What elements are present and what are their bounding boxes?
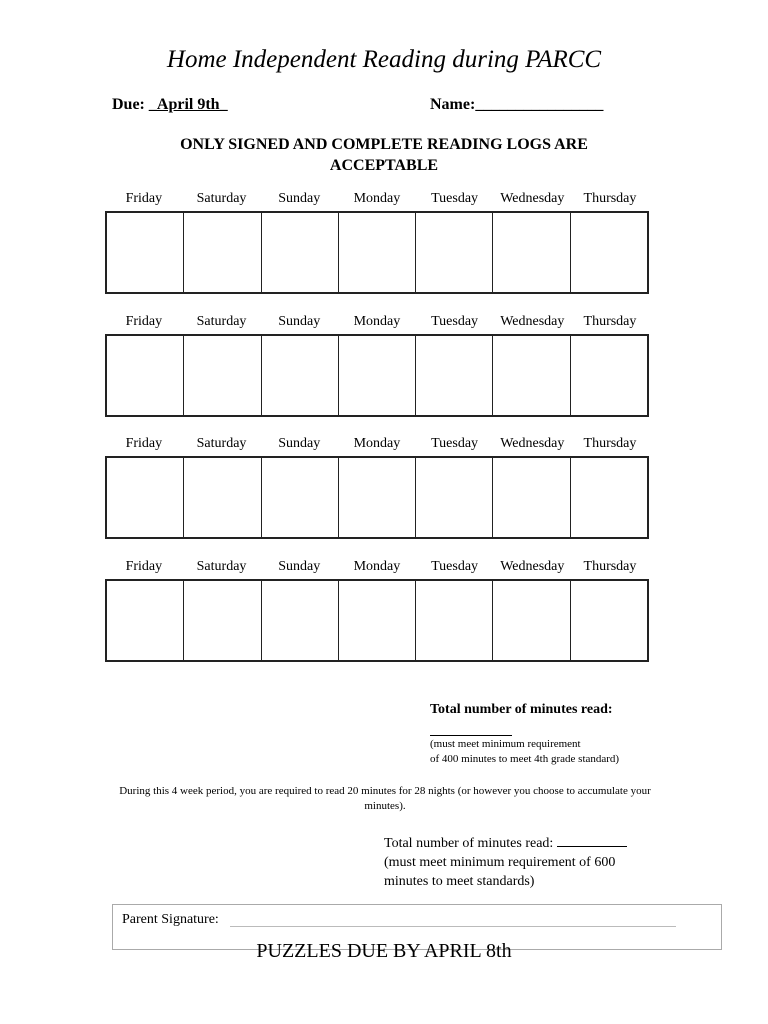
due-value: _April 9th_ [148, 96, 228, 113]
day-label: Sunday [278, 559, 321, 574]
day-headers [105, 559, 649, 579]
day-label: Thursday [583, 314, 637, 329]
day-label: Sunday [278, 314, 321, 329]
day-cells [105, 334, 649, 417]
day-cell[interactable] [339, 458, 416, 537]
week-row [105, 436, 649, 539]
requirement-2-line-1: (must meet minimum requirement of 600 [384, 855, 616, 870]
requirement-line-1: (must meet minimum requirement [430, 738, 581, 750]
day-label: Tuesday [431, 559, 479, 574]
day-cell[interactable] [416, 336, 493, 415]
day-cell[interactable] [107, 213, 184, 292]
day-cell[interactable] [184, 213, 261, 292]
day-cell[interactable] [262, 581, 339, 660]
day-cell[interactable] [416, 581, 493, 660]
day-headers [105, 191, 649, 211]
day-cell[interactable] [339, 213, 416, 292]
total-minutes-label: Total number of minutes read: [430, 702, 613, 717]
day-label: Tuesday [431, 314, 479, 329]
day-label: Saturday [196, 191, 247, 206]
day-cell[interactable] [571, 213, 647, 292]
day-cell[interactable] [339, 336, 416, 415]
day-cell[interactable] [416, 458, 493, 537]
day-cell[interactable] [571, 458, 647, 537]
day-cell[interactable] [339, 581, 416, 660]
day-label: Sunday [278, 436, 321, 451]
due-label: Due: [112, 96, 149, 113]
day-label: Saturday [196, 559, 247, 574]
day-label: Sunday [278, 191, 321, 206]
day-label: Friday [125, 559, 163, 574]
parent-signature-line[interactable] [230, 912, 676, 927]
day-cell[interactable] [416, 213, 493, 292]
requirement-line-2: of 400 minutes to meet 4th grade standard) [430, 753, 620, 765]
name-field[interactable]: Name:________________ [430, 96, 604, 113]
day-label: Friday [125, 436, 163, 451]
day-cell[interactable] [184, 581, 261, 660]
total-minutes-2 [384, 832, 627, 891]
day-label: Monday [353, 314, 401, 329]
day-cell[interactable] [262, 213, 339, 292]
day-label: Tuesday [431, 436, 479, 451]
requirement-note [430, 737, 619, 767]
total-minutes-blank[interactable] [430, 722, 512, 736]
day-cell[interactable] [184, 336, 261, 415]
day-label: Thursday [583, 191, 637, 206]
due-date [112, 96, 228, 114]
week-row [105, 191, 649, 294]
day-cells [105, 579, 649, 662]
notice-heading: ONLY SIGNED AND COMPLETE READING LOGS ARE ACCEPTABLE [180, 136, 588, 174]
period-note: During this 4 week period, you are required to read 20 minutes for 28 nights (or however you choose to accumulate your minutes). [119, 785, 651, 812]
day-cell[interactable] [107, 458, 184, 537]
day-cell[interactable] [493, 581, 570, 660]
total-minutes-2-label: Total number of minutes read: [384, 836, 557, 851]
requirement-2-line-2: minutes to meet standards) [384, 874, 535, 889]
day-cell[interactable] [493, 336, 570, 415]
day-label: Wednesday [500, 559, 565, 574]
parent-signature-label: Parent Signature: [122, 912, 219, 927]
day-label: Monday [353, 436, 401, 451]
day-headers [105, 436, 649, 456]
day-label: Thursday [583, 436, 637, 451]
week-row [105, 314, 649, 417]
day-cell[interactable] [493, 458, 570, 537]
puzzles-due-footer: PUZZLES DUE BY APRIL 8th [256, 940, 512, 962]
day-cell[interactable] [184, 458, 261, 537]
day-cell[interactable] [107, 336, 184, 415]
day-cells [105, 456, 649, 539]
day-cell[interactable] [571, 581, 647, 660]
day-cell[interactable] [262, 458, 339, 537]
day-label: Thursday [583, 559, 637, 574]
day-label: Monday [353, 559, 401, 574]
day-label: Wednesday [500, 314, 565, 329]
week-row [105, 559, 649, 662]
day-label: Saturday [196, 314, 247, 329]
day-label: Wednesday [500, 191, 565, 206]
day-cell[interactable] [107, 581, 184, 660]
day-label: Saturday [196, 436, 247, 451]
day-cell[interactable] [571, 336, 647, 415]
total-minutes-2-blank[interactable] [557, 832, 627, 847]
day-cells [105, 211, 649, 294]
day-headers [105, 314, 649, 334]
day-label: Tuesday [431, 191, 479, 206]
day-cell[interactable] [493, 213, 570, 292]
day-label: Monday [353, 191, 401, 206]
day-cell[interactable] [262, 336, 339, 415]
day-label: Friday [125, 191, 163, 206]
day-label: Wednesday [500, 436, 565, 451]
day-label: Friday [125, 314, 163, 329]
page-title: Home Independent Reading during PARCC [166, 46, 602, 73]
